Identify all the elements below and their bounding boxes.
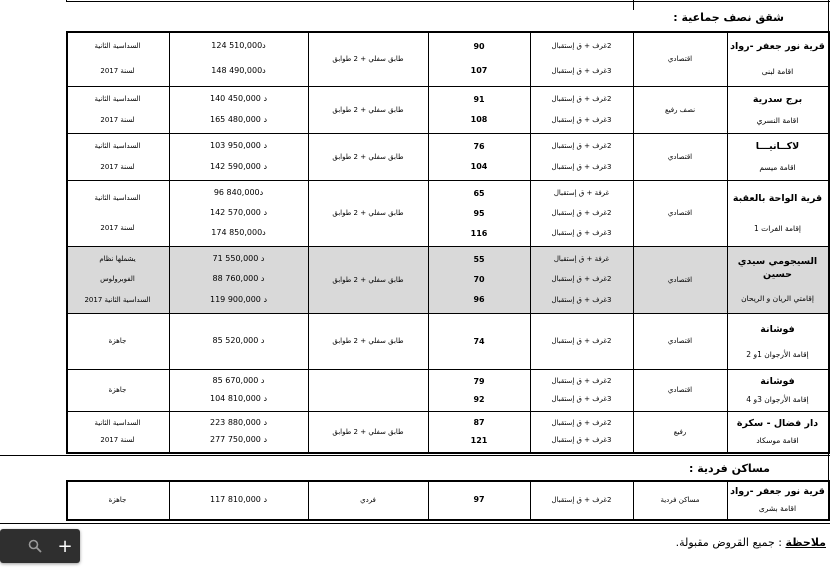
delivery-cell-line: السداسية الثانية <box>94 42 141 51</box>
floors-cell: طابق سفلي + 2 طوابق <box>332 275 404 284</box>
delivery-cell-line: لسنة 2017 <box>100 115 135 124</box>
note-text: : جميع القروض مقبولة. <box>675 536 783 549</box>
delivery-cell-line: الفوبرولوس <box>100 275 135 284</box>
rooms-cell-line: 3غرف + ق إستقبال <box>551 436 612 445</box>
price-cell-line: 117 810,000 د <box>210 494 267 504</box>
area-cell-line: 92 <box>473 394 485 404</box>
area-cell-line: 87 <box>473 418 485 428</box>
category-cell: اقتصادي <box>667 386 693 394</box>
footer-note <box>676 536 826 549</box>
delivery-cell-line: لسنة 2017 <box>100 66 135 75</box>
area-cell-line: 121 <box>470 435 488 445</box>
rooms-cell-line: 2غرف + ق إستقبال <box>551 42 612 51</box>
residence-name: اقامة لبنى <box>761 66 794 76</box>
price-cell-line: 148 490,000د <box>211 65 266 75</box>
row-border <box>66 519 829 521</box>
area-cell-line: 76 <box>473 141 485 151</box>
rooms-cell-line: غرفة + ق إستقبال <box>553 189 610 197</box>
row-border <box>66 411 829 412</box>
price-cell <box>169 34 308 83</box>
residence-name: إقامة الأرجوان 3و 4 <box>746 395 809 404</box>
project-cell <box>727 249 828 310</box>
top-divider <box>66 0 67 2</box>
frame-inner <box>633 0 634 10</box>
area-cell-line: 116 <box>470 228 488 238</box>
area-cell <box>428 483 530 516</box>
floors-cell: طابق سفلي + 2 طوابق <box>332 54 404 63</box>
row-border <box>66 452 829 454</box>
row-border <box>66 246 829 247</box>
residence-name: اقامة النسري <box>756 115 799 125</box>
floors-cell: طابق سفلي + 2 طوابق <box>332 209 404 217</box>
price-cell-line: 124 510,000د <box>211 41 266 51</box>
price-cell <box>169 414 308 449</box>
floors-cell: طابق سفلي + 2 طوابق <box>332 337 404 345</box>
category-cell: نصف رفيع <box>664 105 696 114</box>
area-cell <box>428 34 530 83</box>
delivery-cell-line: السداسية الثانية <box>94 95 141 104</box>
category-cell: اقتصادي <box>667 54 693 63</box>
delivery-cell <box>66 34 169 83</box>
project-name: برج سدرية <box>752 94 803 106</box>
rooms-cell <box>530 89 633 130</box>
area-cell <box>428 89 530 130</box>
area-cell-line: 55 <box>473 254 485 264</box>
rooms-cell-line: 3غرف + ق إستقبال <box>551 229 612 237</box>
area-cell <box>428 249 530 310</box>
area-cell <box>428 183 530 243</box>
project-name: فوشانة <box>760 376 795 387</box>
delivery-cell <box>66 372 169 408</box>
rooms-cell-line: 2غرف + ق إستقبال <box>551 418 612 427</box>
floors-cell <box>308 372 428 408</box>
rooms-cell <box>530 183 633 243</box>
rooms-cell-line: 2غرف + ق إستقبال <box>551 95 612 104</box>
area-cell-line: 97 <box>473 495 485 504</box>
rooms-cell-line: 3غرف + ق إستقبال <box>551 66 612 75</box>
price-cell-line: 88 760,000 د <box>212 274 265 284</box>
row-border <box>66 180 829 181</box>
area-cell-line: 108 <box>470 115 488 125</box>
price-cell-line: 104 810,000 د <box>210 394 267 403</box>
residence-name: اقامة ميسم <box>759 162 796 172</box>
price-cell-line: 277 750,000 د <box>210 435 267 445</box>
area-cell-line: 74 <box>473 336 485 346</box>
area-cell-line: 70 <box>473 274 485 284</box>
rooms-cell <box>530 372 633 408</box>
floors-cell: طابق سفلي + 2 طوابق <box>332 152 404 161</box>
viewer-toolbar <box>0 529 80 563</box>
rooms-cell <box>530 414 633 449</box>
price-cell-line: 103 950,000 د <box>210 141 267 151</box>
project-name: السيجومي سيدي حسين <box>737 256 818 280</box>
delivery-cell-line: جاهزة <box>108 386 127 394</box>
project-cell <box>727 136 828 177</box>
project-cell <box>727 183 828 243</box>
price-cell <box>169 183 308 243</box>
price-cell-line: 119 900,000 د <box>210 294 267 304</box>
project-name: لاكــانيـــا <box>755 141 800 153</box>
delivery-cell <box>66 249 169 310</box>
residence-name: إقامة الفرات 1 <box>754 224 801 233</box>
delivery-cell <box>66 483 169 516</box>
row-border <box>66 313 829 314</box>
rooms-cell-line: 2غرف + ق إستقبال <box>551 495 612 504</box>
residence-name: إقامة الأرجوان 1و 2 <box>746 349 809 359</box>
project-name: دار فضال - سكرة <box>736 417 819 429</box>
rooms-cell <box>530 136 633 177</box>
category-cell: اقتصادي <box>667 152 693 161</box>
category-cell: اقتصادي <box>667 337 693 345</box>
zoom-icon[interactable] <box>20 531 50 561</box>
delivery-cell-line: السداسية الثانية 2017 <box>84 295 151 304</box>
delivery-cell-line: جاهزة <box>108 495 127 504</box>
row-border <box>66 133 829 134</box>
area-cell <box>428 372 530 408</box>
rooms-cell <box>530 249 633 310</box>
rooms-cell-line: 2غرف + ق إستقبال <box>551 275 612 284</box>
delivery-cell-line: السداسية الثانية <box>94 142 141 151</box>
project-name: قرية الواحة بالعقبة <box>732 193 823 204</box>
project-name: قرية نور جعفر -رواد <box>730 41 825 53</box>
project-cell <box>727 316 828 366</box>
add-icon[interactable]: + <box>57 535 73 557</box>
rooms-cell-line: 3غرف + ق إستقبال <box>551 115 612 124</box>
delivery-cell-line: يشملها نظام <box>99 255 136 264</box>
floors-cell: طابق سفلي + 2 طوابق <box>332 427 404 436</box>
project-cell <box>727 483 828 516</box>
area-cell-line: 79 <box>473 376 485 386</box>
note-label: ملاحظة <box>785 536 826 549</box>
price-cell-line: 142 590,000 د <box>210 161 267 171</box>
price-cell <box>169 136 308 177</box>
price-cell <box>169 316 308 366</box>
rooms-cell-line: 2غرف + ق إستقبال <box>551 377 612 385</box>
project-cell <box>727 372 828 408</box>
price-cell-line: 96 840,000د <box>213 188 264 197</box>
residence-name: إقامتي الريان و الريحان <box>741 294 814 303</box>
price-cell-line: 142 570,000 د <box>210 208 267 217</box>
price-cell <box>169 372 308 408</box>
area-cell-line: 90 <box>473 41 485 51</box>
project-cell <box>727 34 828 83</box>
rooms-cell <box>530 34 633 83</box>
row-border <box>66 480 829 482</box>
rooms-cell-line: 2غرف + ق إستقبال <box>551 142 612 151</box>
price-cell-line: 140 450,000 د <box>210 94 267 104</box>
price-cell <box>169 483 308 516</box>
rooms-cell-line: 2غرف + ق إستقبال <box>551 209 612 217</box>
delivery-cell-line: لسنة 2017 <box>100 436 135 445</box>
row-border <box>66 86 829 87</box>
residence-name: اقامة بشرى <box>758 503 797 513</box>
area-cell-line: 95 <box>473 208 485 218</box>
section-title-individual: مساكن فردية : <box>689 462 770 475</box>
price-cell-line: 85 670,000 د <box>212 376 265 385</box>
price-cell-line: 223 880,000 د <box>210 417 267 427</box>
delivery-cell-line: السداسية الثانية <box>94 194 141 202</box>
project-name: فوشانة <box>760 323 795 335</box>
floors-cell: فردي <box>360 495 376 504</box>
area-cell-line: 96 <box>473 295 485 305</box>
project-cell <box>727 89 828 130</box>
price-cell-line: 174 850,000د <box>211 228 266 237</box>
bottom-divider <box>0 523 830 524</box>
category-cell: اقتصادي <box>667 275 693 284</box>
delivery-cell <box>66 136 169 177</box>
top-border <box>66 1 830 2</box>
rooms-cell-line: 3غرف + ق إستقبال <box>551 295 612 304</box>
delivery-cell <box>66 183 169 243</box>
rooms-cell <box>530 483 633 516</box>
row-border <box>66 31 829 33</box>
delivery-cell <box>66 414 169 449</box>
project-name: قرية نور جعفر -رواد <box>730 486 825 498</box>
delivery-cell <box>66 316 169 366</box>
rooms-cell-line: 3غرف + ق إستقبال <box>551 162 612 171</box>
price-cell-line: 85 520,000 د <box>212 336 265 345</box>
section-title-semi-collective: شقق نصف جماعية : <box>673 11 784 24</box>
area-cell-line: 65 <box>473 188 485 198</box>
rooms-cell-line: 2غرف + ق إستقبال <box>551 337 612 345</box>
residence-name: اقامة موسكاد <box>756 436 799 446</box>
area-cell-line: 104 <box>470 162 488 172</box>
delivery-cell-line: جاهزة <box>108 337 127 345</box>
delivery-cell-line: السداسية الثانية <box>94 418 141 427</box>
price-cell-line: 165 480,000 د <box>210 114 267 124</box>
area-cell-line: 107 <box>470 66 488 76</box>
area-cell <box>428 316 530 366</box>
area-cell <box>428 136 530 177</box>
rooms-cell-line: غرفة + ق إستقبال <box>553 255 610 264</box>
rooms-cell-line: 3غرف + ق إستقبال <box>551 395 612 403</box>
category-cell: رفيع <box>673 427 687 436</box>
row-border <box>66 369 829 370</box>
project-cell <box>727 414 828 449</box>
delivery-cell <box>66 89 169 130</box>
price-cell <box>169 89 308 130</box>
category-cell: مساكن فردية <box>660 495 700 504</box>
category-cell: اقتصادي <box>667 209 693 217</box>
rooms-cell <box>530 316 633 366</box>
price-cell-line: 71 550,000 د <box>212 254 265 264</box>
delivery-cell-line: لسنة 2017 <box>100 224 135 232</box>
delivery-cell-line: لسنة 2017 <box>100 162 135 171</box>
area-cell-line: 91 <box>473 94 485 104</box>
area-cell <box>428 414 530 449</box>
floors-cell: طابق سفلي + 2 طوابق <box>332 105 404 114</box>
section-divider <box>0 455 830 456</box>
price-cell <box>169 249 308 310</box>
